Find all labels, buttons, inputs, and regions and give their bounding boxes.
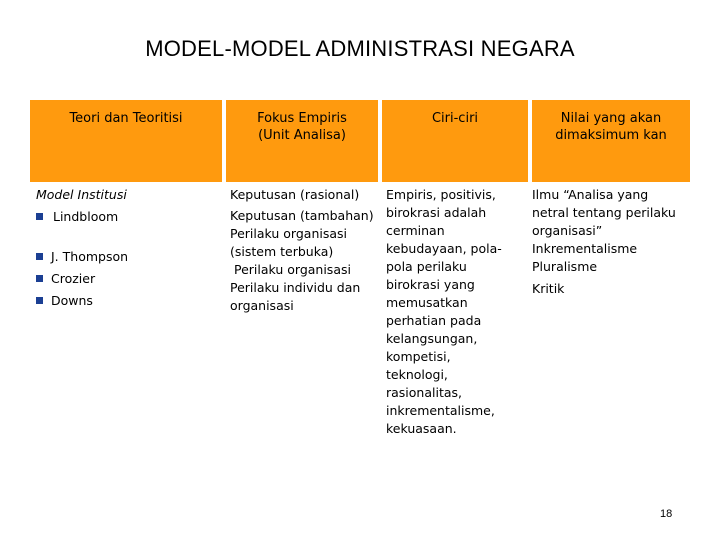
header-teori: Teori dan Teoritisi — [69, 111, 183, 126]
header-nilai: Nilai yang akan dimaksimum kan — [555, 111, 667, 143]
square-bullet-icon — [36, 213, 43, 220]
page-number: 18 — [660, 508, 673, 520]
table-header-row — [30, 100, 690, 182]
column-teori — [36, 186, 220, 310]
column-ciri-ciri: Empiris, positivis, birokrasi adalah cerminan kebudayaan, pola- pola perilaku birokrasi yang memusatkan perhatian pada kelangsungan, kompetisi, teknologi, rasionalitas, inkrementalisme, kekuasaan. — [386, 187, 502, 436]
list-item: Crozier — [36, 270, 220, 288]
square-bullet-icon — [36, 297, 43, 304]
column-fokus-empiris: Keputusan (rasional) Keputusan (tambahan) Perilaku organisasi (sistem terbuka) Perilaku organisasi Perilaku individu dan organisasi — [230, 187, 374, 313]
model-heading: Model Institusi — [36, 187, 127, 202]
list-item: Downs — [36, 292, 220, 310]
table-body-row — [30, 182, 690, 446]
square-bullet-icon — [36, 275, 43, 282]
square-bullet-icon — [36, 253, 43, 260]
slide-title: MODEL-MODEL ADMINISTRASI NEGARA — [145, 36, 575, 61]
column-nilai: Ilmu “Analisa yang netral tentang perilaku organisasi” Inkrementalisme Pluralisme Kritik — [532, 187, 676, 296]
header-fokus-empiris: Fokus Empiris (Unit Analisa) — [257, 111, 347, 143]
list-item: Lindbloom — [36, 208, 220, 226]
list-item: J. Thompson — [36, 248, 220, 266]
header-ciri-ciri: Ciri-ciri — [431, 111, 479, 126]
